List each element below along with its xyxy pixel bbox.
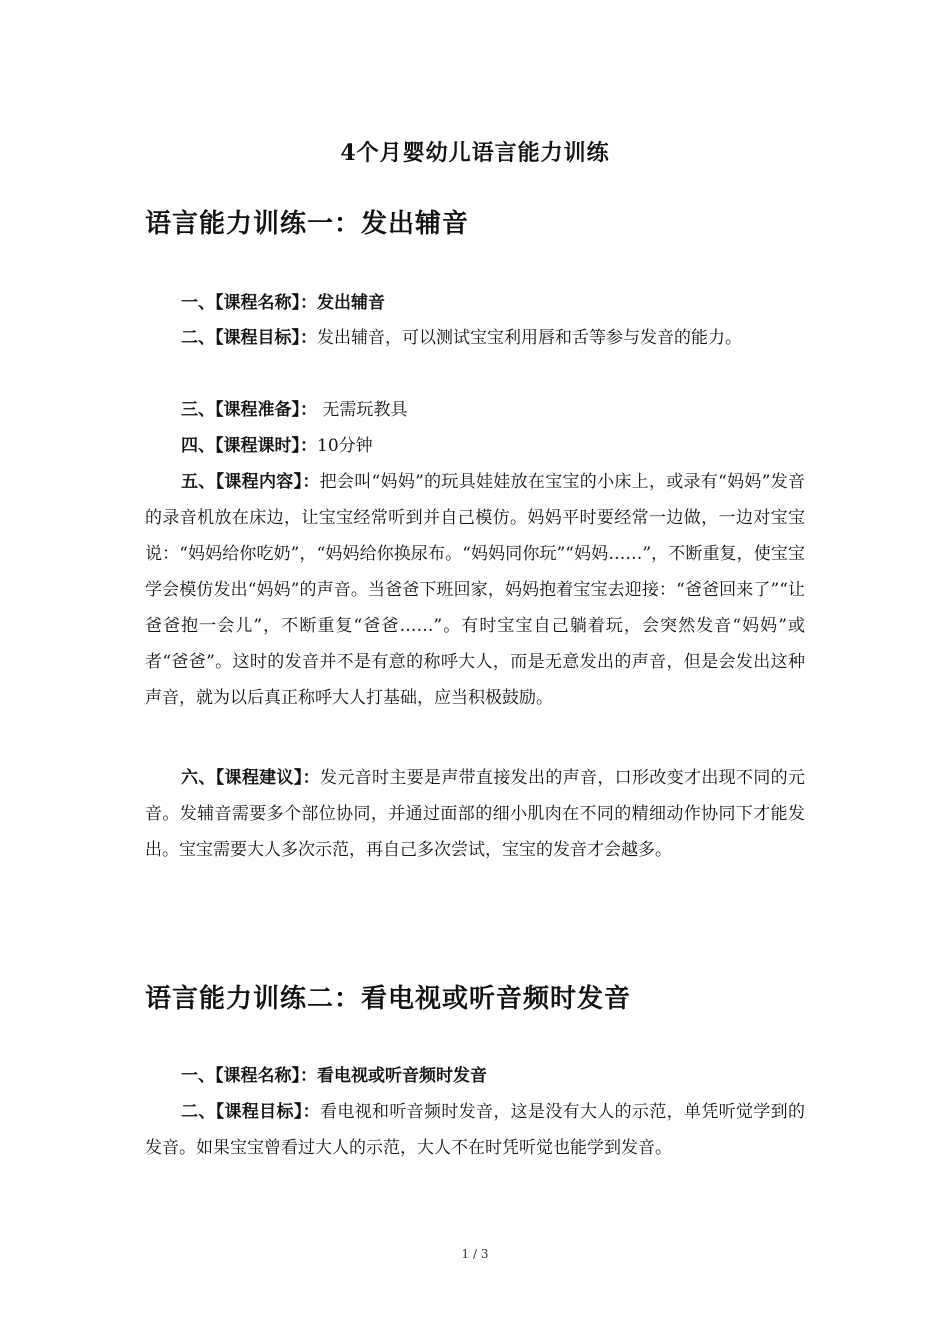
item-label: 五、【课程内容】： <box>181 472 320 492</box>
item-text: 看电视和听音频时发音，这是没有大人的示范，单凭听觉学到的发音。如果宝宝曾看过大人的示范，大人不在时凭听觉也能学到发音。 <box>145 1102 805 1158</box>
item-label: 一、【课程名称】： <box>181 1066 317 1086</box>
item-label: 四、【课程课时】： <box>181 436 317 456</box>
item-text: 无需玩教具 <box>317 400 408 420</box>
item-label: 二、【课程目标】： <box>181 328 317 348</box>
item-label: 三、【课程准备】： <box>181 400 317 420</box>
course-advice-item <box>145 760 805 868</box>
page-number: 1 / 3 <box>461 1247 489 1261</box>
section-heading-1: 语言能力训练一：发出辅音 <box>145 209 470 239</box>
course-goal-item <box>145 320 805 356</box>
item-label: 二、【课程目标】： <box>181 1102 320 1122</box>
document-title: 4个月婴幼儿语言能力训练 <box>340 140 610 166</box>
course-name-item <box>145 1058 805 1094</box>
section-heading-2: 语言能力训练二：看电视或听音频时发音 <box>145 984 632 1014</box>
item-label: 六、【课程建议】： <box>181 768 320 788</box>
item-text: 10分钟 <box>317 436 373 456</box>
item-text: 发出辅音，可以测试宝宝利用唇和舌等参与发音的能力。 <box>317 328 742 348</box>
course-content-item <box>145 464 805 716</box>
item-text: 发元音时主要是声带直接发出的声音，口形改变才出现不同的元音。发辅音需要多个部位协同，并通过面部的细小肌肉在不同的精细动作协同下才能发出。宝宝需要大人多次示范，再自己多次尝试，宝宝的发音才会越多。 <box>145 768 805 860</box>
course-prep-item <box>145 392 805 428</box>
item-label: 一、【课程名称】： <box>181 293 317 313</box>
course-goal-item <box>145 1094 805 1166</box>
item-text: 把会叫“妈妈”的玩具娃娃放在宝宝的小床上，或录有“妈妈”发音的录音机放在床边，让宝宝经常听到并自己模仿。妈妈平时要经常一边做，一边对宝宝说：“妈妈给你吃奶”，“妈妈给你换尿布。“妈妈同你玩”“妈妈……”，不断重复，使宝宝学会模仿发出“妈妈”的声音。当爸爸下班回家，妈妈抱着宝宝去迎接：“爸爸回来了”“让爸爸抱一会儿”，不断重复“爸爸……”。有时宝宝自己躺着玩，会突然发音“妈妈”或者“爸爸”。这时的发音并不是有意的称呼大人，而是无意发出的声音，但是会发出这种声音，就为以后真正称呼大人打基础，应当积极鼓励。 <box>145 472 806 708</box>
item-text: 看电视或听音频时发音 <box>317 1066 487 1086</box>
course-name-item <box>145 285 805 321</box>
course-hours-item <box>145 428 805 464</box>
item-text: 发出辅音 <box>317 293 385 313</box>
